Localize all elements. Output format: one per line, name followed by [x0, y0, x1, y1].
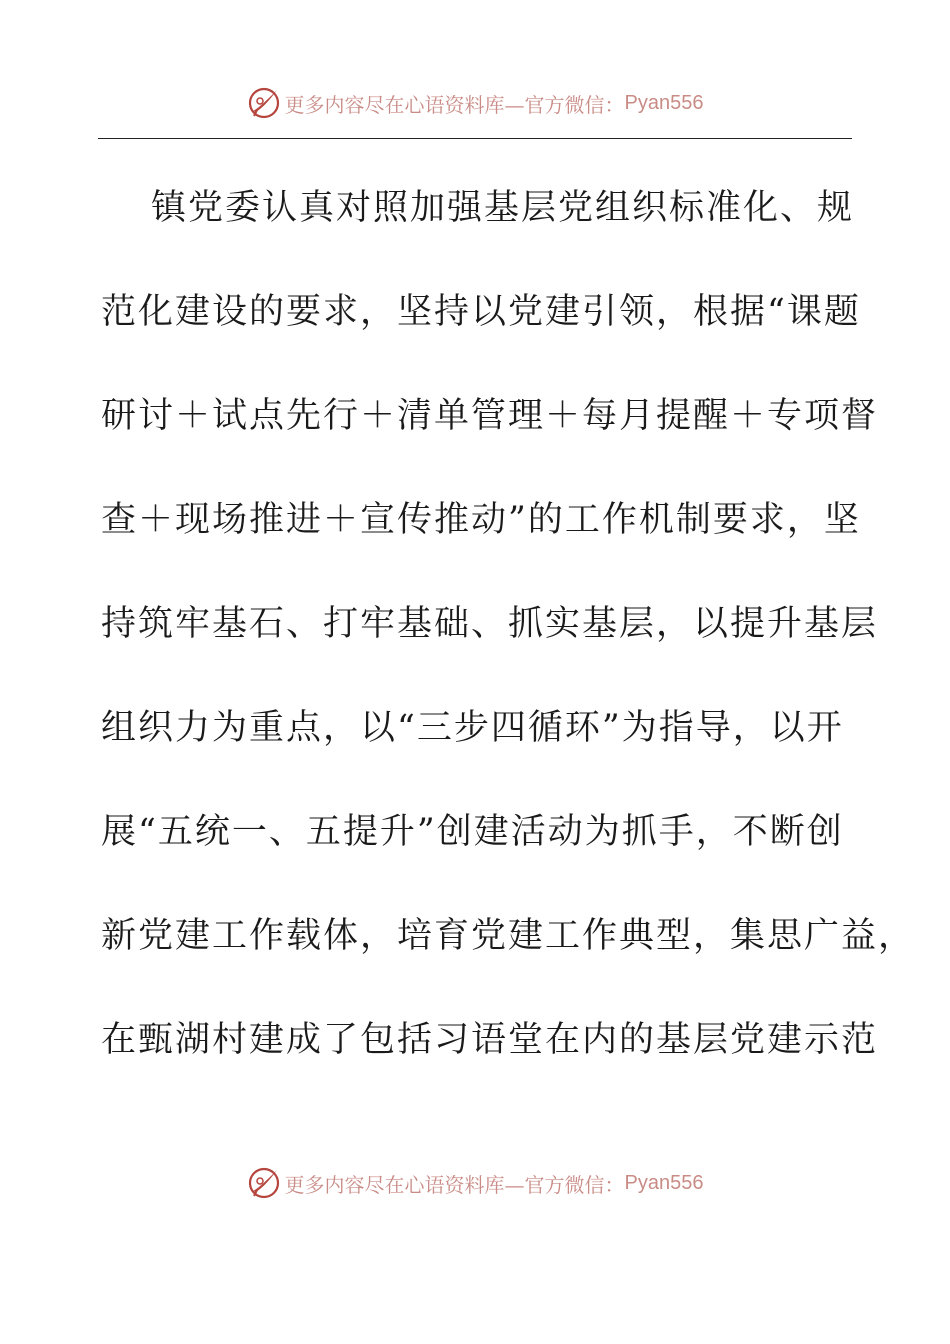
quill-logo-icon: [247, 1166, 281, 1200]
footer-watermark-text: 更多内容尽在心语资料库—官方微信：: [284, 1172, 625, 1197]
header-watermark-text: 更多内容尽在心语资料库—官方微信：: [284, 92, 625, 117]
quill-logo-icon: [247, 86, 281, 120]
body-line: 研讨＋试点先行＋清单管理＋每月提醒＋专项督: [101, 396, 879, 436]
body-line: 范化建设的要求，坚持以党建引领，根据“课题: [101, 292, 861, 332]
footer-watermark: [0, 1163, 950, 1203]
body-line: 查＋现场推进＋宣传推动”的工作机制要求，坚: [101, 500, 861, 540]
body-line: 镇党委认真对照加强基层党组织标准化、规: [151, 188, 855, 228]
body-line: 新党建工作载体，培育党建工作典型，集思广益，: [101, 916, 916, 956]
body-line: 在甄湖村建成了包括习语堂在内的基层党建示范: [101, 1020, 879, 1060]
body-line: 展“五统一、五提升”创建活动为抓手，不断创: [101, 812, 844, 852]
body-line: 组织力为重点，以“三步四循环”为指导，以开: [101, 708, 844, 748]
body-line: 持筑牢基石、打牢基础、抓实基层，以提升基层: [101, 604, 879, 644]
header-wechat-id: Pyan556: [624, 91, 704, 114]
document-body: [101, 180, 916, 1116]
footer-wechat-id: Pyan556: [624, 1171, 704, 1194]
header-watermark: [0, 83, 950, 123]
header-divider: [98, 138, 852, 139]
